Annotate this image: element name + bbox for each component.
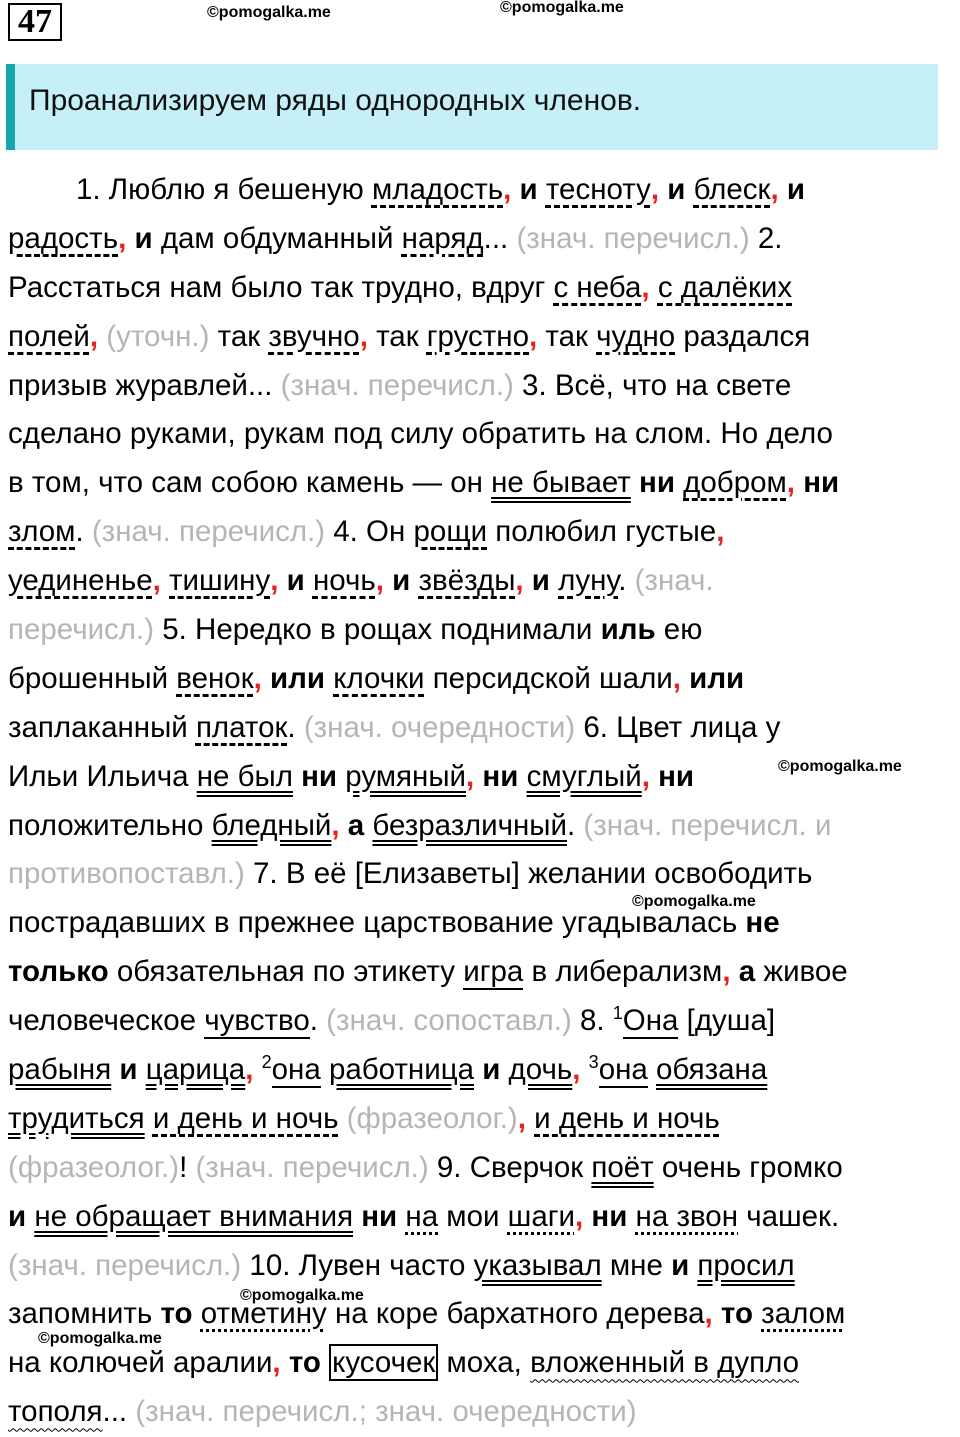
annotation: (знач. — [634, 564, 714, 598]
text-line — [8, 1242, 958, 1291]
text-line — [8, 1193, 958, 1242]
punctuation-mark: , — [574, 1199, 584, 1233]
conjunction: ни — [474, 759, 527, 793]
annotation: (знач. перечисл.; знач. очередности) — [135, 1395, 637, 1429]
boxed-word: кусочек — [329, 1344, 438, 1381]
clause-number: 1 — [612, 1003, 623, 1024]
conjunction: или — [680, 661, 745, 695]
homogeneous-member: и день и ночь — [152, 1101, 339, 1135]
punctuation-mark: , — [375, 564, 384, 598]
conjunction: ни — [630, 466, 684, 500]
conjunction: а — [730, 955, 756, 989]
text-line — [8, 1388, 958, 1437]
text-line — [8, 997, 958, 1046]
text-run: . — [309, 1004, 327, 1038]
conjunction: и — [671, 1248, 690, 1282]
text-line — [8, 753, 958, 802]
conjunction: и — [778, 173, 805, 206]
punctuation-mark: , — [770, 173, 779, 206]
conjunction: то — [712, 1297, 762, 1331]
conjunction: ни — [583, 1199, 636, 1233]
punctuation-mark: , — [359, 319, 368, 353]
text-run — [526, 1102, 534, 1135]
text-run: раздался — [675, 319, 811, 353]
text-run: живое — [755, 955, 848, 989]
homogeneous-member: чудно — [596, 319, 676, 353]
predicate: трудиться — [8, 1101, 145, 1135]
text-line — [8, 899, 958, 948]
text-run: чашек. — [738, 1199, 840, 1233]
homogeneous-member: уединенье — [8, 564, 153, 598]
annotation: противопоставл.) — [8, 857, 245, 891]
conjunction: иль — [600, 613, 656, 647]
predicate: безразличный — [372, 808, 567, 842]
subject: Она — [622, 1004, 679, 1038]
text-run: ! — [179, 1150, 196, 1184]
punctuation-mark: , — [722, 955, 731, 989]
conjunction: и — [126, 221, 161, 255]
conjunction: и — [278, 564, 313, 598]
adverbial: залом — [761, 1297, 846, 1331]
text-run: так — [537, 319, 597, 353]
text-run: на колючей аралии — [8, 1346, 273, 1380]
text-line — [8, 606, 958, 655]
text-run: в либерализм — [523, 955, 723, 989]
predicate: не был — [196, 759, 293, 793]
text-run: так — [367, 319, 427, 353]
watermark: ©pomogalka.me — [632, 893, 756, 910]
text-line — [8, 508, 958, 557]
punctuation-mark: , — [641, 270, 650, 304]
text-run: полюбил густые — [487, 515, 717, 549]
homogeneous-member: рощи — [413, 515, 488, 549]
text-run — [161, 564, 169, 597]
homogeneous-member: клочки — [333, 661, 425, 695]
text-line — [8, 215, 958, 264]
homogeneous-member: с далёких — [657, 270, 793, 304]
adverbial: шаги — [507, 1199, 575, 1233]
text-run: дам обдуманный — [160, 221, 402, 255]
punctuation-mark: , — [253, 661, 262, 695]
text-run: 3. Всё, что на свете — [513, 368, 792, 402]
annotation: (уточн.) — [98, 319, 210, 353]
task-heading-banner — [6, 64, 938, 150]
predicate: не бывает — [491, 466, 631, 500]
text-run: обязательная по этикету — [108, 955, 464, 989]
homogeneous-member: венок — [176, 661, 254, 695]
text-line — [8, 704, 958, 753]
conjunction: только — [8, 955, 109, 989]
text-run: так — [209, 319, 269, 353]
text-line — [8, 362, 958, 411]
text-run: . — [287, 710, 304, 744]
homogeneous-member: платок — [195, 710, 288, 744]
homogeneous-member: младость — [371, 173, 504, 206]
text-run: . — [618, 564, 635, 598]
punctuation-mark: , — [786, 466, 795, 500]
punctuation-mark: , — [672, 661, 681, 695]
text-run: брошенный — [8, 661, 177, 695]
punctuation-mark: , — [515, 564, 524, 598]
text-line — [8, 313, 958, 362]
adverbial: на — [405, 1199, 439, 1233]
predicate: поёт — [591, 1150, 654, 1184]
clause-number: 2 — [261, 1052, 272, 1073]
text-run: пострадавших в прежнее царствование угадывалась — [8, 906, 746, 940]
text-line — [8, 948, 958, 997]
watermark: ©pomogalka.me — [778, 758, 902, 775]
adverbial: на звон — [635, 1199, 739, 1233]
annotation: (знач. очередности) — [303, 710, 576, 744]
text-run: мне — [601, 1248, 672, 1282]
predicate: царица — [145, 1053, 246, 1087]
text-run — [580, 1053, 588, 1086]
predicate: работница — [328, 1053, 475, 1087]
text-line — [8, 410, 958, 459]
punctuation-mark: , — [89, 319, 99, 353]
conjunction: то — [160, 1297, 201, 1331]
homogeneous-member: с неба — [553, 270, 642, 304]
text-run: положительно — [8, 808, 212, 842]
conjunction: ни — [353, 1199, 406, 1233]
text-run: человеческое — [8, 1004, 205, 1038]
conjunction: и — [111, 1053, 146, 1087]
predicate: румяный — [345, 759, 467, 793]
annotation: (фразеолог.) — [8, 1150, 180, 1184]
text-run: очень громко — [653, 1150, 843, 1184]
text-line — [8, 1095, 958, 1144]
homogeneous-member: звучно — [268, 319, 360, 353]
conjunction: или — [261, 661, 334, 695]
punctuation-mark: , — [152, 564, 161, 598]
conjunction: не — [745, 906, 780, 940]
task-number: 47 — [8, 3, 62, 41]
text-run: 9. Сверчок — [428, 1150, 592, 1184]
punctuation-mark: , — [118, 221, 127, 255]
text-line — [8, 850, 958, 899]
punctuation-mark: , — [716, 515, 725, 549]
punctuation-mark: , — [517, 1101, 526, 1135]
text-line — [8, 166, 958, 215]
text-run: в том, что сам собою камень — он — [8, 466, 492, 500]
homogeneous-member: полей — [8, 319, 90, 353]
conjunction: и — [659, 173, 694, 206]
homogeneous-member: и день и ночь — [534, 1101, 720, 1135]
homogeneous-member: луну — [558, 564, 619, 598]
text-run: ... — [483, 221, 517, 255]
punctuation-mark: , — [572, 1053, 581, 1087]
subject: чувство — [204, 1004, 310, 1038]
predicate: просил — [697, 1248, 795, 1282]
predicate: смуглый — [526, 759, 642, 793]
text-run — [253, 1053, 261, 1086]
text-run: на коре бархатного дерева — [326, 1297, 705, 1331]
text-line — [8, 655, 958, 704]
text-run: 5. Нередко в рощах поднимали — [154, 613, 601, 647]
text-line — [8, 264, 958, 313]
task-heading: Проанализируем ряды однородных членов. — [29, 84, 642, 117]
text-run: ею — [655, 613, 703, 647]
text-run: 1. Люблю я бешеную — [76, 173, 372, 206]
conjunction: ни — [795, 466, 840, 500]
text-run: моха, — [438, 1346, 531, 1380]
conjunction: ни — [292, 759, 346, 793]
text-run: Расстаться нам было так трудно, вдруг — [8, 270, 554, 304]
text-line — [8, 1290, 958, 1339]
annotation: (знач. перечисл.) — [195, 1150, 429, 1184]
conjunction: а — [339, 808, 373, 842]
conjunction: ни — [649, 759, 695, 793]
text-run: . — [566, 808, 584, 842]
text-run — [145, 1102, 153, 1135]
predicate: не обращает внимания — [34, 1199, 354, 1233]
text-line — [8, 1046, 958, 1095]
conjunction: и — [474, 1053, 509, 1087]
conjunction: и — [383, 564, 419, 598]
homogeneous-member: радость — [8, 221, 119, 255]
annotation: (знач. перечисл.) — [516, 221, 750, 255]
text-run: . — [75, 515, 92, 549]
text-run: ... — [102, 1395, 136, 1429]
predicate: обязана — [656, 1053, 768, 1087]
text-run: 8. — [571, 1004, 613, 1038]
homogeneous-member: тишину — [169, 564, 271, 598]
participle-phrase: тополя — [8, 1395, 103, 1429]
annotation: (знач. перечисл.) — [91, 515, 326, 549]
text-run: сделано руками, рукам под силу обратить на слом. Но дело — [8, 417, 833, 451]
punctuation-mark: , — [466, 759, 475, 793]
conjunction: и — [511, 173, 546, 206]
text-run: 4. Он — [325, 515, 414, 549]
text-line — [8, 1339, 958, 1388]
punctuation-mark: , — [272, 1346, 281, 1380]
subject: она — [271, 1053, 321, 1087]
annotation: (знач. сопоставл.) — [326, 1004, 572, 1038]
text-run: 10. Лувен часто — [241, 1248, 474, 1282]
text-run — [321, 1053, 329, 1086]
conjunction: и — [523, 564, 559, 598]
homogeneous-member: грустно — [426, 319, 530, 353]
homogeneous-member: тесноту — [545, 173, 651, 206]
text-run — [650, 271, 658, 304]
homogeneous-member: ночь — [312, 564, 376, 598]
annotation: (знач. перечисл.) — [280, 368, 514, 402]
predicate: дочь — [508, 1053, 573, 1087]
annotation: (знач. перечисл. и — [583, 808, 832, 842]
homogeneous-member: блеск — [693, 173, 771, 206]
text-run: 6. Цвет лица у — [575, 710, 781, 744]
annotation: (фразеолог.) — [338, 1101, 518, 1135]
punctuation-mark: , — [331, 808, 340, 842]
watermark: ©pomogalka.me — [38, 1330, 162, 1347]
text-run: запомнить — [8, 1297, 161, 1331]
analysis-text — [8, 166, 958, 1437]
text-run: 7. В её [Елизаветы] желании освободить — [244, 857, 813, 891]
text-line — [8, 802, 958, 851]
conjunction: то — [280, 1346, 330, 1380]
predicate: бледный — [211, 808, 332, 842]
clause-number: 3 — [588, 1052, 599, 1073]
homogeneous-member: злом — [8, 515, 76, 549]
punctuation-mark: , — [245, 1053, 254, 1087]
watermark: ©pomogalka.me — [207, 4, 331, 21]
text-run: призыв журавлей... — [8, 368, 281, 402]
punctuation-mark: , — [270, 564, 279, 598]
text-run — [648, 1053, 656, 1086]
text-run: персидской шали — [424, 661, 673, 695]
text-run: заплаканный — [8, 710, 196, 744]
adverbial: отметину — [200, 1297, 327, 1331]
annotation: перечисл.) — [8, 613, 155, 647]
text-line — [8, 1144, 958, 1193]
text-line — [8, 557, 958, 606]
predicate: рабыня — [8, 1053, 112, 1087]
annotation: (знач. перечисл.) — [8, 1248, 242, 1282]
homogeneous-member: звёзды — [418, 564, 516, 598]
text-run: мои — [438, 1199, 508, 1233]
subject: игра — [463, 955, 524, 989]
homogeneous-member: добром — [683, 466, 787, 500]
participle-phrase: вложенный в дупло — [530, 1346, 800, 1380]
punctuation-mark: , — [704, 1297, 713, 1331]
predicate: указывал — [473, 1248, 602, 1282]
subject: она — [598, 1053, 648, 1087]
text-line — [8, 459, 958, 508]
watermark: ©pomogalka.me — [240, 1287, 364, 1304]
punctuation-mark: , — [529, 319, 538, 353]
text-run: [душа] — [678, 1004, 776, 1038]
text-run: Ильи Ильича — [8, 759, 197, 793]
punctuation-mark: , — [503, 173, 512, 206]
conjunction: и — [8, 1199, 35, 1233]
punctuation-mark: , — [650, 173, 660, 206]
homogeneous-member: наряд — [401, 221, 484, 255]
watermark: ©pomogalka.me — [500, 0, 624, 16]
text-run: 2. — [749, 221, 783, 255]
punctuation-mark: , — [641, 759, 650, 793]
